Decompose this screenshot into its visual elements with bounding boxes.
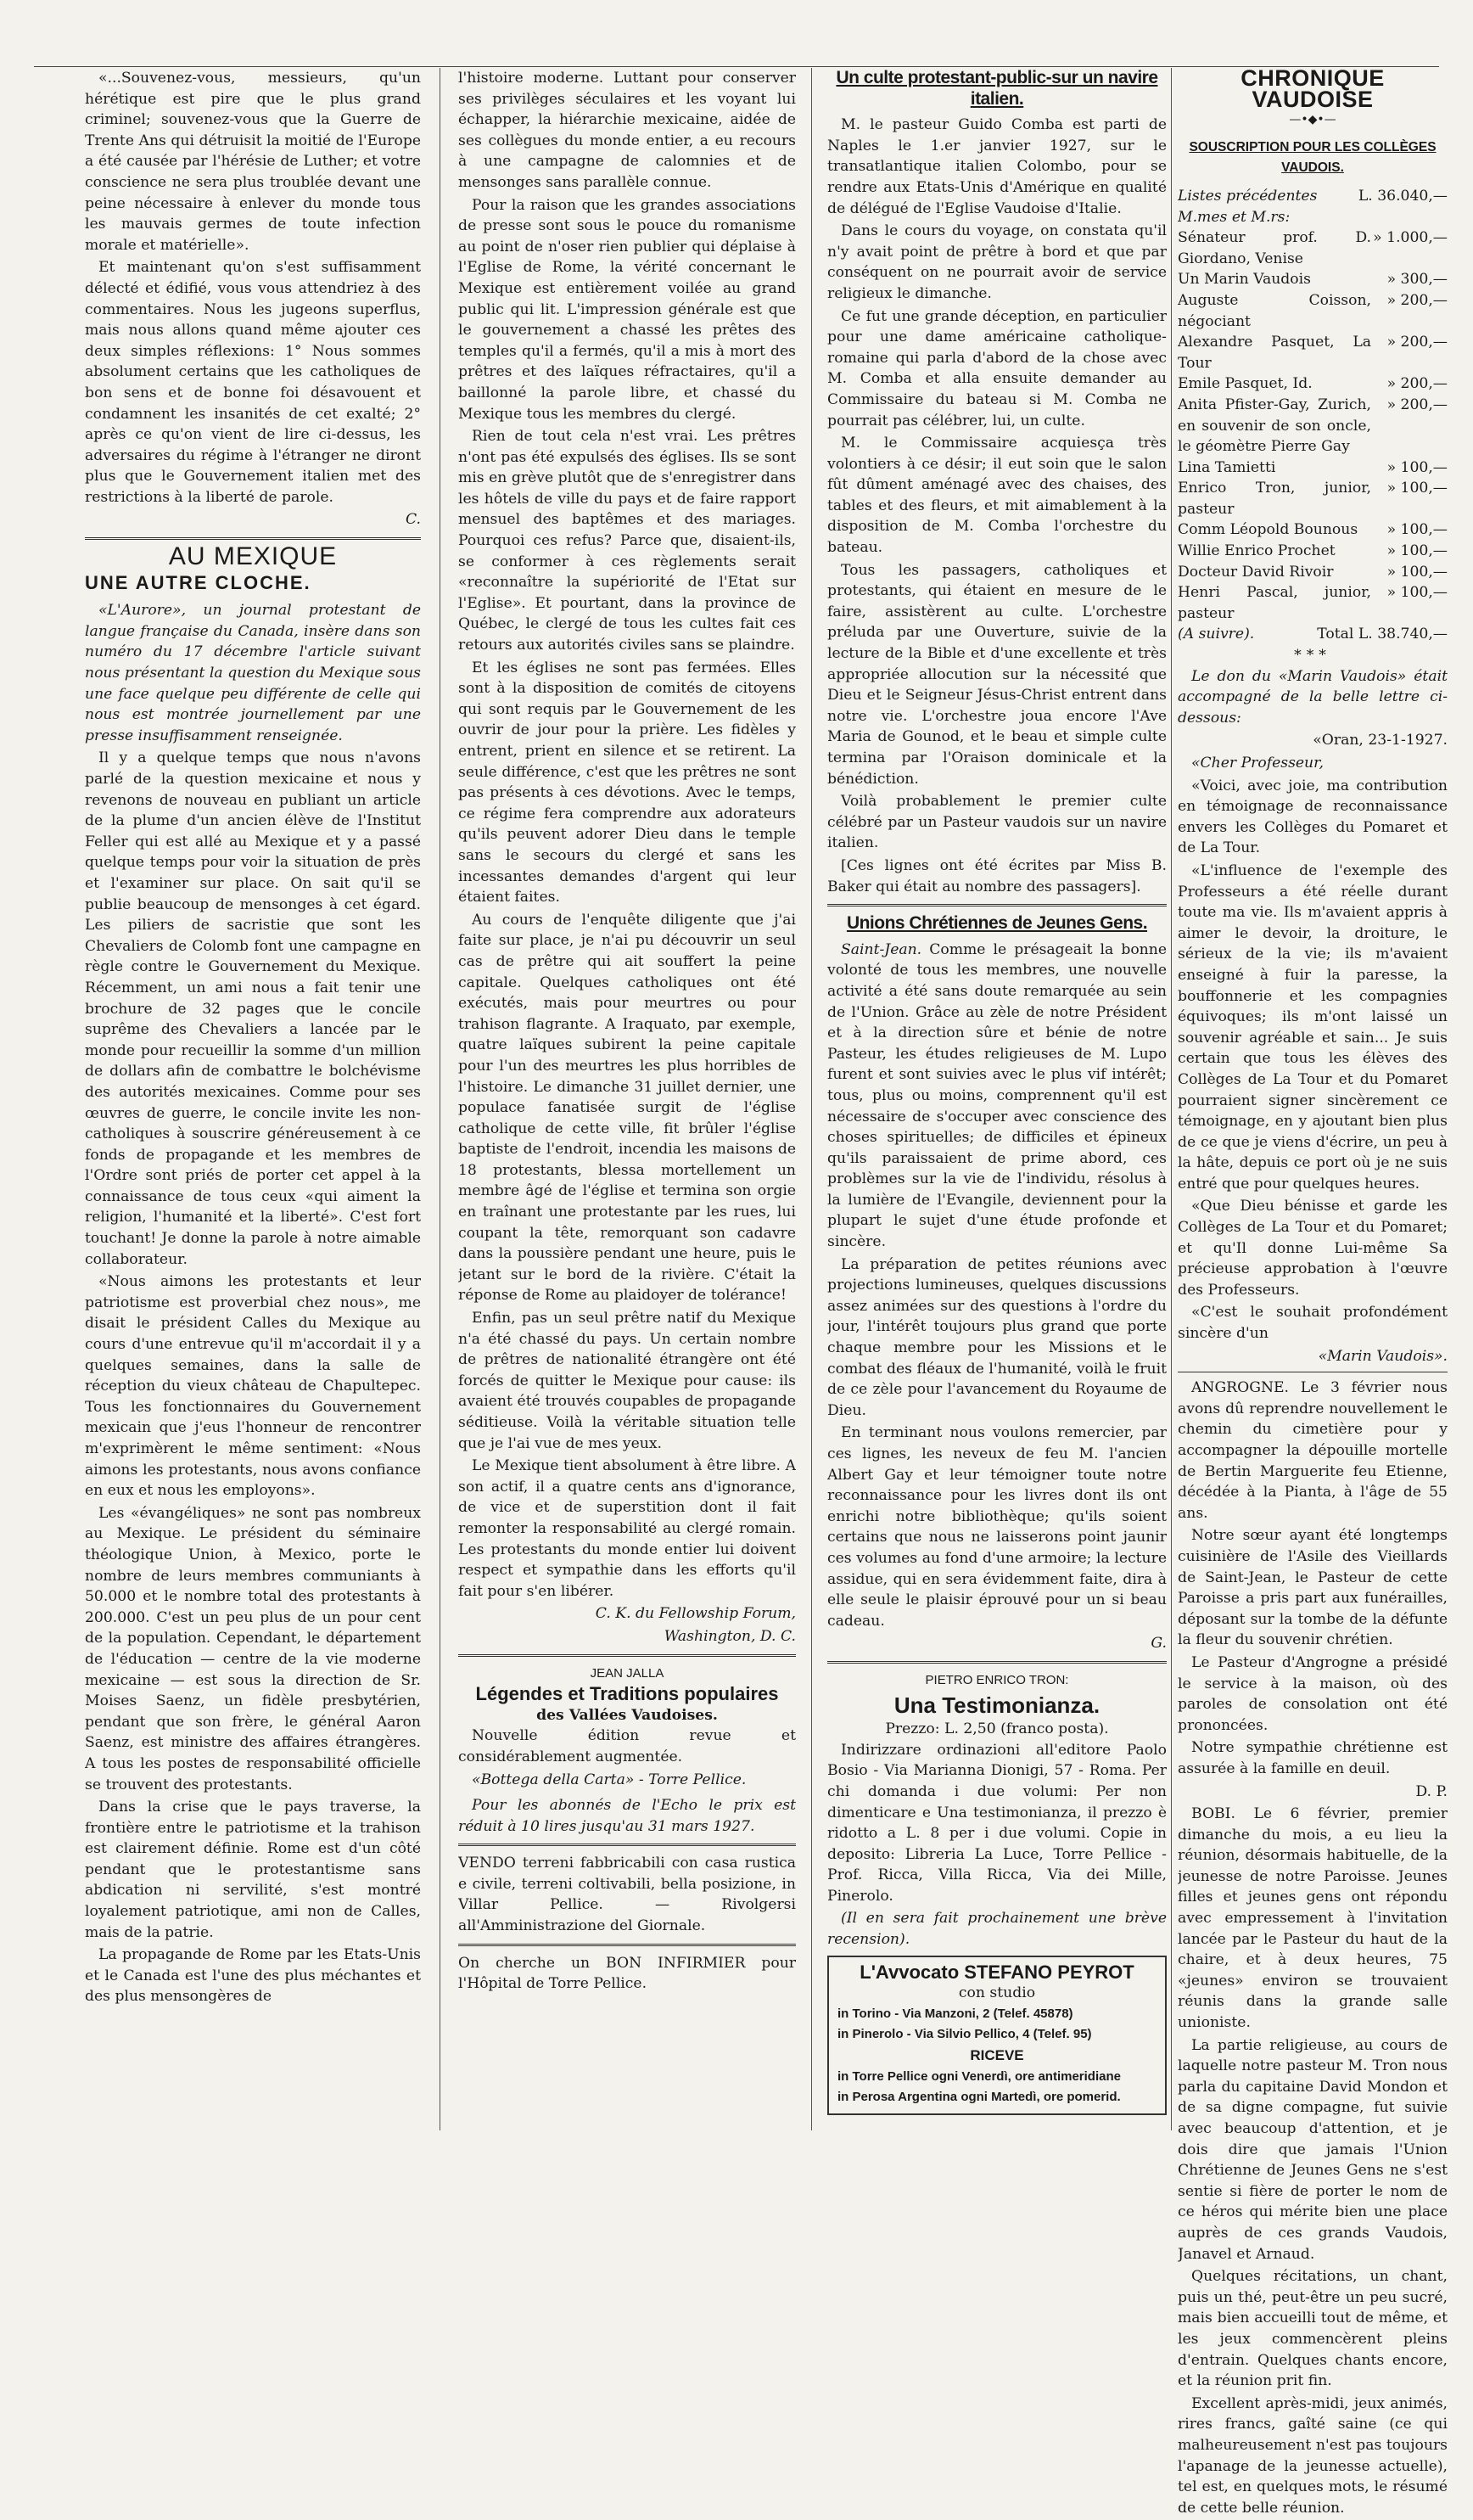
donor-row — [1178, 373, 1448, 395]
column-4 — [1178, 68, 1448, 2520]
place-name: BOBI. — [1191, 1805, 1235, 1823]
donor-amount: » 100,— — [1386, 521, 1448, 539]
donor-row — [1178, 582, 1448, 624]
donor-amount: » 100,— — [1386, 542, 1448, 560]
donor-row — [1178, 290, 1448, 332]
donor-amount: » 200,— — [1386, 396, 1448, 413]
donor-row — [1178, 332, 1448, 373]
paragraph: Le 6 février, premier dimanche du mois, a eu lieu la réunion, désormais habituelle, de la jeunesse de notre Paroisse. Jeunes filles et jeunes gens ont répondu avec empressement à l'invitation lancée par le Pasteur du haut de la chaire, et à deux heures, 75 «jeunes» environ se trouvaient réunis dans la grande salle unioniste. — [1178, 1805, 1448, 2032]
paragraph: Notre sympathie chrétienne est assurée à la famille en deuil. — [1178, 1739, 1448, 1777]
ad-subtitle: des Vallées Vaudoises. — [536, 1706, 718, 1724]
signature: G. — [1151, 1635, 1167, 1653]
list-note: (A suivre). — [1178, 626, 1255, 643]
section-title: CHRONIQUE VAUDOISE — [1241, 68, 1385, 112]
donor-name: Willie Enrico Prochet — [1178, 542, 1336, 560]
signature: D. P. — [1415, 1782, 1448, 1800]
list-row — [1178, 624, 1448, 645]
paragraph: Notre sœur ayant été longtemps cuisinière de l'Asile des Vieillards de Saint-Jean, le Pasteur de cette Paroisse a pris part aux funérailles, déposant sur la tombe de la défunte la fleur du souvenir chrétien. — [1178, 1527, 1448, 1649]
donor-name: Emile Pasquet, Id. — [1178, 375, 1313, 393]
paragraph: Voilà probablement le premier culte célébré par un Pasteur vaudois sur un navire italien. — [827, 793, 1167, 852]
donor-name: Enrico Tron, junior, pasteur — [1178, 480, 1371, 518]
newspaper-page — [34, 68, 1448, 2517]
donor-list — [1178, 227, 1448, 624]
donor-row — [1178, 478, 1448, 519]
paragraph: Il y a quelque temps que nous n'avons parlé de la question mexicaine et nous y revenons de nouveau en publiant un article de la plume d'un ancien élève de l'Institut Feller qui est allé au Mexique et y a passé quelque temps pour voir la situation de près et l'examiner sur place. On sait qu'il se publie beaucoup de mensonges à cet égard. Les piliers de sacristie que sont les Chevaliers de Colomb font une campagne en règle contre le Gouvernement du Mexique. Récemment, un ami nous a fait tenir une brochure de 32 pages que le concile suprême des Chevaliers a lancée par le monde pour recueillir la somme d'un million de dollars afin de combattre le bolchévisme des autorités mexicaines. Comme pour ses œuvres de guerre, le concile invite les non-catholiques à souscrire généreusement à ce fonds de propagande et les membres de l'Ordre sont priés de porter cet appel à la connaissance de tous ceux «qui aiment la religion, l'humanité et la liberté». C'est fort touchant! Je donne la parole à notre aimable collaborateur. — [85, 749, 421, 1268]
donor-name: Un Marin Vaudois — [1178, 271, 1311, 289]
paragraph: La préparation de petites réunions avec projections lumineuses, quelques discussions assez animées sur des questions à l'ordre du jour, l'intérêt toujours plus grand que porte chaque membre pour les Missions et le combat des fléaux de l'humanité, voilà le fruit de ce zèle pour l'avancement du Royaume de Dieu. — [827, 1255, 1167, 1419]
list-label: Listes précédentes — [1178, 187, 1318, 205]
column-divider — [1171, 68, 1172, 2130]
paragraph: Le 3 février nous avons dû reprendre nouvellement le chemin du cimetière pour y accompagner la dépouille mortelle de Bertin Marguerite feu Etienne, décédée à la Pianta, à l'âge de 55 ans. — [1178, 1379, 1448, 1522]
paragraph: La propagande de Rome par les Etats-Unis et le Canada est l'une des plus méchantes et des plus mensongères de — [85, 1946, 421, 2006]
paragraph: Quelques récitations, un chant, puis un thé, peut-être un peu sucré, mais bien accueilli tout de même, et les jeux commencèrent pleins d'entrain. Quelques chants encore, et la réunion prit fin. — [1178, 2268, 1448, 2390]
paragraph: M. le Commissaire acquiesça très volontiers à ce désir; il eut soin que le salon fût dûment aménagé avec des chaises, des tables et des fleurs, et mit aimablement à la disposition de M. Comba l'orchestre du bateau. — [827, 435, 1167, 557]
list-amount: L. 36.040,— — [1358, 187, 1448, 205]
paragraph: «Nous aimons les protestants et leur patriotisme est proverbial chez nous», me disait le président Calles du Mexique au cours d'une entrevue qu'il m'accordait il y a quelques semaines, dans la salle de réception du vieux château de Chapultepec. Tous les fonctionnaires du Gouvernement mexicain que j'eus l'honneur de rencontrer m'exprimèrent le même sentiment: «Nous aimons les protestants, nous avons confiance en eux et nous les employons». — [85, 1273, 421, 1500]
paragraph: Excellent après-midi, jeux animés, rires francs, gaîté saine (ce qui malheureusement n'est pas toujours l'apanage de la jeunesse actuelle), tel est, en quelques mots, le résumé de cette belle réunion. — [1178, 2394, 1448, 2517]
paragraph: Enfin, pas un seul prêtre natif du Mexique n'a été chassé du pays. Un certain nombre de prêtres de nationalité étrangère ont été forcés de quitter le Mexique pour cause: ils avaient été trouvés coupables de propagande séditieuse. Voilà la véritable situation telle que je l'ai vue de mes yeux. — [458, 1310, 796, 1452]
column-1 — [85, 68, 421, 2009]
ad-author: PIETRO ENRICO TRON: — [925, 1672, 1069, 1687]
paragraph: «L'influence de l'exemple des Professeurs a été réelle durant toute ma vie. Ils m'avaient appris à aimer le devoir, la droiture, le sérieux de la vie; ils m'avaient enseigné à fuir la paresse, la bouffonnerie et les compagnies équivoques; ils m'ont laissé un souvenir agréable et sain... Je suis certain que tous les élèves des Collèges de La Tour et du Pomaret pourraient signer sincèrement ce témoignage, en y ajoutant bien plus de ce que je viens d'écrire, un peu à la hâte, depuis ce port où je ne suis entré que pour quelques heures. — [1178, 862, 1448, 1193]
ad-author: JEAN JALLA — [590, 1665, 664, 1681]
donor-amount: » 200,— — [1386, 291, 1448, 309]
donor-row — [1178, 457, 1448, 479]
donor-amount: » 200,— — [1386, 375, 1448, 393]
donor-amount: » 300,— — [1386, 271, 1448, 289]
classified-ad: On cherche un BON INFIRMIER pour l'Hôpital de Torre Pellice. — [458, 1954, 796, 1993]
ad-shop: «Bottega della Carta» - Torre Pellice. — [472, 1771, 747, 1788]
donor-row — [1178, 227, 1448, 269]
divider — [458, 1654, 796, 1657]
paragraph: M. le pasteur Guido Comba est parti de Naples le 1.er janvier 1927, sur le transatlantique italien Colombo, pour se rendre aux Etats-Unis d'Amérique en qualité de délégué de l'Eglise Vaudoise d'Italie. — [827, 116, 1167, 217]
place-name: Saint-Jean. — [841, 940, 922, 958]
divider — [85, 537, 421, 540]
divider — [827, 1661, 1167, 1664]
paragraph: La partie religieuse, au cours de laquelle notre pasteur M. Tron nous parla du capitaine David Mondon et de sa digne compagne, fut suivie avec beaucoup d'attention, et je dois dire que jamais l'Union Chrétienne de Jeunes Gens ne s'est sentie si fière de porter le nom de ce héros qui mérite bien une place auprès de ces grands Vaudois, Janavel et Arnaud. — [1178, 2036, 1448, 2263]
top-rule — [34, 66, 1439, 67]
paragraph: Et maintenant qu'on s'est suffisamment délecté et édifié, vous vous attendriez à des commentaires. Nous les jugeons superflus, mais nous allons quand même ajouter ces deux simples réflexions: 1° Nous sommes absolument certains que les catholiques de bon sens et de bonne foi désavouent et condamnent les insanités de cet exalté; 2° après ce qu'on vient de lire ci-dessus, les adversaires du régime à l'étranger ne diront plus que le Gouvernement italien met des restrictions à la liberté de parole. — [85, 259, 421, 506]
donor-amount: » 100,— — [1386, 458, 1448, 476]
intro-paragraph: «L'Aurore», un journal protestant de langue française du Canada, insère dans son numéro du 17 décembre l'article suivant nous présentant la question du Mexique sous une face quelque peu différente de celle qui nous est montrée journellement par une presse insuffisamment renseignée. — [85, 602, 421, 744]
paragraph: Au cours de l'enquête diligente que j'ai faite sur place, je n'ai pu découvrir un seul cas de prêtre qui ait souffert la peine capitale. Quelques catholiques ont été exécutés, mais pour meurtres ou pour trahison flagrante. A Iraquato, par exemple, quatre laïques subirent la peine capitale pour l'un des meurtres les plus horribles de l'histoire. Le dimanche 31 juillet dernier, une populace fanatisée surgit de l'église catholique de cette ville, fit brûler l'église baptiste de l'endroit, incendia les maisons de 18 protestants, blessa mortellement un membre âgé de l'église et termina son orgie en traînant une protestante par les rues, lui coupant la tête, remorquant son cadavre dans la poussière pendant une heure, puis le jetant sur le bord de la rivière. C'était la réponse de Rome au plaidoyer de tolérance! — [458, 911, 796, 1305]
list-row — [1178, 186, 1448, 207]
paragraph: «Que Dieu bénisse et garde les Collèges de La Tour et du Pomaret; et qu'Il donne Lui-même Sa précieuse approbation à l'œuvre des Professeurs. — [1178, 1198, 1448, 1299]
donor-name: Anita Pfister-Gay, Zurich, en souvenir de son oncle, le géomètre Pierre Gay — [1178, 396, 1371, 456]
column-2 — [458, 68, 796, 1996]
donor-amount: » 100,— — [1386, 584, 1448, 602]
ad-text: Indirizzare ordinazioni all'editore Paolo Bosio - Via Marianna Dionigi, 57 - Roma. Per chi domanda i due volumi: Per non dimenticare e Una testimonianza, il prezzo è ridotto a L. 8 per i due volumi. Copie in deposito: Libreria La Luce, Torre Pellice - Prof. Ricca, Villa Ricca, Via dei Mille, Pinerolo. — [827, 1741, 1167, 1905]
signature: C. — [405, 511, 421, 529]
paragraph: Tous les passagers, catholiques et protestants, qui étaient en mesure de le faire, assistèrent au culte. L'orchestre préluda par une Ouverture, suivie de la lecture de la Bible et d'une excellente et très appropriée allocution sur la nécessité que Dieu et le Seigneur Jésus-Christ entrent dans notre vie. L'orchestre joua encore l'Ave Maria de Gounod, et le beau et simple culte termina par l'Oraison dominicale et la bénédiction. — [827, 561, 1167, 788]
donor-row — [1178, 541, 1448, 562]
salutation: «Cher Professeur, — [1191, 755, 1324, 772]
signature: C. K. du Fellowship Forum, — [595, 1605, 796, 1623]
paragraph: «C'est le souhait profondément sincère d'un — [1178, 1304, 1448, 1343]
donor-name: Auguste Coisson, négociant — [1178, 291, 1371, 330]
donor-name: Lina Tamietti — [1178, 458, 1276, 476]
paragraph: Dans la crise que le pays traverse, la frontière entre le patriotisme et la trahison est clairement définie. Rome est d'un côté pendant que le protestantisme sans abdication ni servilité, s'est montré loyalement patriotique, ami non de Calles, mais de la patrie. — [85, 1799, 421, 1941]
paragraph: «...Souvenez-vous, messieurs, qu'un hérétique est pire que le plus grand criminel; souvenez-vous que la Guerre de Trente Ans qui détruisit la moitié de l'Europe a été causée par l'hérésie de Luther; et votre conscience ne sera plus troublée devant une peine nécessaire à enlever du monde tous les mauvais germes de toute infection morale et matérielle». — [85, 70, 421, 254]
donor-row — [1178, 519, 1448, 541]
ad-line: RICEVE — [970, 2047, 1024, 2064]
divider — [458, 1944, 796, 1946]
paragraph: l'histoire moderne. Luttant pour conserver ses privilèges séculaires et les voyant lui échapper, la hiérarchie mexicaine, aidée de ses collègues du monde entier, a eu recours à une campagne de calomnies et de mensonges sans parallèle connue. — [458, 70, 796, 191]
paragraph: En terminant nous voulons remercier, par ces lignes, les neveux de feu M. l'ancien Albert Gay et leur témoigner toute notre reconnaissance pour les livres dont ils ont enrichi notre bibliothèque; qu'ils soient certains que nous ne laisserons point jaunir ces volumes au fond d'une armoire; la lecture assidue, qui en sera évidemment faite, dira à elle seule le plaisir éprouvé pour un si beau cadeau. — [827, 1424, 1167, 1630]
article-title: Un culte protestant-public-sur un navire italien. — [836, 68, 1158, 109]
signature: «Marin Vaudois». — [1318, 1347, 1448, 1365]
list-total: Total L. 38.740,— — [1317, 626, 1448, 643]
donor-name: Sénateur prof. D. Giordano, Venise — [1178, 229, 1371, 267]
donor-amount: » 100,— — [1386, 480, 1448, 497]
article-title: Unions Chrétiennes de Jeunes Gens. — [846, 913, 1148, 934]
ad-price: Prezzo: L. 2,50 (franco posta). — [885, 1720, 1109, 1738]
section-subtitle: SOUSCRIPTION POUR LES COLLÈGES VAUDOIS. — [1189, 139, 1437, 176]
separator-stars: *** — [1294, 647, 1331, 665]
donor-name: Henri Pascal, junior, pasteur — [1178, 584, 1371, 622]
donor-row — [1178, 269, 1448, 290]
ad-title: Légendes et Traditions populaires — [475, 1683, 779, 1705]
paragraph: Et les églises ne sont pas fermées. Elles sont à la disposition de comités de citoyens qui sont requis par le Gouvernement de les ouvrir de jour pour la prière. Les fidèles y entrent, prient en silence et se retirent. La seule différence, c'est que les prêtres ne sont pas présents à ces dévotions. Avec le temps, ce régime fera comprendre aux adorateurs qu'ils peuvent adorer Dieu dans le temple sans le secours du clergé et sans les incessantes demandes d'argent qui leur étaient faites. — [458, 659, 796, 906]
article-subtitle: UNE AUTRE CLOCHE. — [85, 571, 311, 593]
ad-line: in Torino - Via Manzoni, 2 (Telef. 45878) — [837, 2006, 1073, 2021]
ad-line: in Perosa Argentina ogni Martedì, ore pomerid. — [837, 2090, 1121, 2105]
signature: Washington, D. C. — [664, 1627, 796, 1645]
donor-name: Alexandre Pasquet, La Tour — [1178, 334, 1371, 372]
paragraph: [Ces lignes ont été écrites par Miss B. Baker qui était au nombre des passagers]. — [827, 856, 1167, 895]
ad-text: Nouvelle édition revue et considérablement augmentée. — [458, 1727, 796, 1765]
ad-title: Una Testimonianza. — [893, 1692, 1101, 1718]
column-3 — [827, 68, 1167, 2120]
divider — [827, 904, 1167, 906]
donor-row — [1178, 395, 1448, 457]
donor-amount: » 100,— — [1386, 563, 1448, 581]
dateline: «Oran, 23-1-1927. — [1313, 732, 1448, 749]
article-title: AU MEXIQUE — [168, 542, 338, 571]
paragraph: Le don du «Marin Vaudois» était accompagné de la belle lettre ci-dessous: — [1178, 667, 1448, 727]
paragraph: Le Pasteur d'Angrogne a présidé le service à la maison, où des paroles de consolation ont été prononcées. — [1178, 1653, 1448, 1734]
column-divider — [811, 68, 812, 2130]
donor-row — [1178, 562, 1448, 583]
advertisement-box — [827, 1956, 1167, 2115]
donor-name: Docteur David Rivoir — [1178, 563, 1334, 581]
paragraph: Les «évangéliques» ne sont pas nombreux au Mexique. Le président du séminaire théologique Union, à Mexico, porte le nombre de leurs membres communiants à 50.000 et le nombre total des protestants à 200.000. C'est un peu plus de un pour cent de la population. Cependant, le département de l'éducation — centre de la vie moderne mexicaine — est sous la direction de Sr. Moises Saenz, un fidèle presbytérien, pendant que son frère, le général Aaron Saenz, est ministre des affaires étrangères. A tous les postes de responsabilité officielle se trouvent des protestants. — [85, 1504, 421, 1793]
paragraph: «Voici, avec joie, ma contribution en témoignage de reconnaissance envers les Collèges du Pomaret et de La Tour. — [1178, 777, 1448, 857]
place-name: ANGROGNE. — [1191, 1379, 1289, 1397]
ornament: —•◆•— — [1289, 113, 1336, 127]
donor-amount: » 1.000,— — [1373, 229, 1448, 247]
paragraph: Dans le cours du voyage, on constata qu'il n'y avait point de prêtre à bord et que par conséquent on ne pourrait avoir de service religieux le dimanche. — [827, 222, 1167, 302]
ad-note: (Il en sera fait prochainement une brève recension). — [827, 1910, 1167, 1949]
paragraph: Pour la raison que les grandes associations de presse sont sous le pouce du romanisme au point de n'oser rien publier qui déplaise à l'Eglise de Rome, la vérité concernant le Mexique est entièrement voilée au grand public qui lit. L'impression générale est que le gouvernement a chassé les prêtes des temples qu'il a fermés, qu'il a mis à mort des prêtres et des laïques réfractaires, qu'il a baillonné la parole libre, et chassé du Mexique tous les membres du clergé. — [458, 196, 796, 423]
divider — [458, 1844, 796, 1846]
list-heading: M.mes et M.rs: — [1178, 208, 1291, 226]
ad-title: L'Avvocato STEFANO PEYROT — [860, 1961, 1134, 1983]
paragraph: Ce fut une grande déception, en particulier pour une dame américaine catholique-romaine qui parla d'abord de la chose avec M. Comba et alla ensuite demander au Commissaire du bateau si M. Comba ne pourrait pas célébrer, lui, un culte. — [827, 307, 1167, 429]
ad-line: in Torre Pellice ogni Venerdì, ore antimeridiane — [837, 2068, 1121, 2084]
ad-subtitle: con studio — [958, 1984, 1036, 2002]
donor-amount: » 200,— — [1386, 334, 1448, 351]
donor-name: Comm Léopold Bounous — [1178, 521, 1358, 539]
ad-line: in Pinerolo - Via Silvio Pellico, 4 (Telef. 95) — [837, 2027, 1092, 2042]
paragraph: Rien de tout cela n'est vrai. Les prêtres n'ont pas été expulsés des églises. Ils se sont mis en grève plutôt que de s'enregistrer dans les hôtels de ville du pays et de faire rapport mensuel des baptêmes et des mariages. Pourquoi ces refus? Parce que, disaient-ils, se conformer à ces règlements serait «reconnaître la supériorité de l'Etat sur l'Eglise». Et pourtant, dans la province de Québec, le clergé de tous les cultes fait ces retours aux autorités civiles sans se plaindre. — [458, 428, 796, 654]
ad-note: Pour les abonnés de l'Echo le prix est réduit à 10 lires jusqu'au 31 mars 1927. — [458, 1797, 796, 1835]
paragraph: Comme le présageait la bonne volonté de tous les membres, une nouvelle activité a été sans doute remarquée au sein de l'Union. Grâce au zèle de notre Président et à la direction sûre et bénie de notre Pasteur, les études religieuses de M. Lupo furent et sont suivies avec le plus vif intérêt; tous, plus ou moins, comprennent qu'il est nécessaire de s'occuper avec conscience des choses spirituelles; de difficiles et épineux qu'ils paraissaient de prime abord, ces problèmes sur la vie de l'individu, résolus à la lumière de l'Evangile, deviennent pour la plupart le sujet d'une étude profonde et sincère. — [827, 940, 1167, 1251]
paragraph: Le Mexique tient absolument à être libre. A son actif, il a quatre cents ans d'ignorance, de vice et de superstition dont il fait remonter la responsabilité au clergé romain. Les protestants du monde entier lui doivent respect et sympathie dans les efforts qu'il fait pour s'en libérer. — [458, 1457, 796, 1600]
classified-ad: VENDO terreni fabbricabili con casa rustica e civile, terreni coltivabili, bella posizione, in Villar Pellice. — Rivolgersi all'Amministrazione del Giornale. — [458, 1855, 796, 1935]
